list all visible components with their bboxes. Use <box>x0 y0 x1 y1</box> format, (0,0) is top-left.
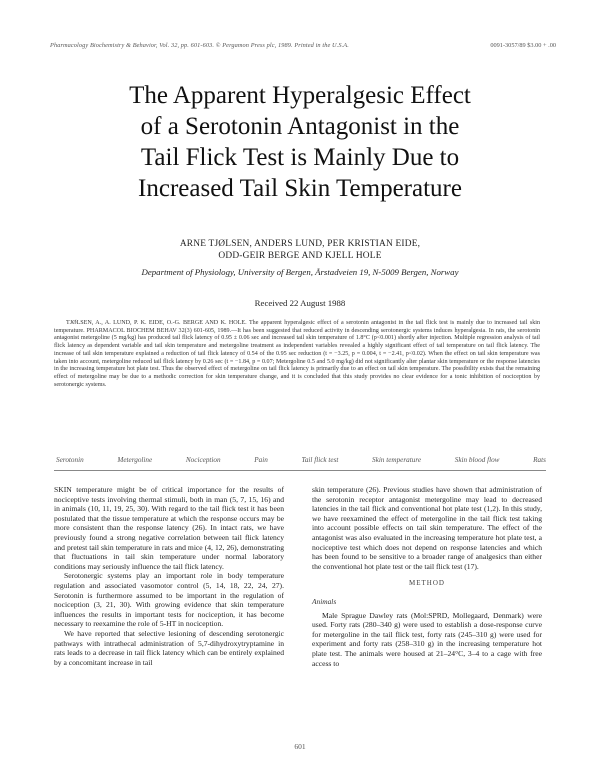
keyword: Serotonin <box>56 456 84 464</box>
keyword: Tail flick test <box>301 456 339 464</box>
keyword: Nociception <box>185 456 221 464</box>
title-line-3: Tail Flick Test is Mainly Due to <box>140 144 460 171</box>
keyword: Skin blood flow <box>454 456 500 464</box>
abstract: TJØLSEN, A., A. LUND, P. K. EIDE, O.-G. BERGE AND K. HOLE. The apparent hyperalgesic effect of a serotonin antagonist in the tail flick test is mainly due to increased tail skin temperature. PHARMACOL BIOCHEM BEHAV 32(3) 601-605, 1989.—It has been suggested that reduced activity in descending serotonergic systems induces hyperalgesia. In rats, the serotonin antagonist metergoline (5 mg/kg) has produced tail flick latency of 0.95 ± 0.06 sec and increased tail skin temperature of 1.8°C (p<0.001) shortly after injection. Multiple regression analysis of tail flick latency as dependent variable and tail skin temperature and metergoline treatment as independent variables revealed a highly significant effect of tail temperature on tail flick latency. The increase of tail skin temperature explained a reduction of tail flick latency of 0.54 of the 0.95 sec reduction (t = −3.25, p = 0.004, t = −2.41, p<0.02). When the effect on tail skin temperature was taken into account, metergoline reduced tail flick latency by 0.26 sec (t = −1.84, p = 0.07; Metergoline 0.5 and 5.0 mg/kg) did not significantly alter plantar skin temperature or the response latencies in the increasing temperature hot plate test. Thus the observed effect of metergoline on tail flick latency is primarily due to an effect on tail skin temperature. The possibility exists that the remaining effect of metergoline may be due to a methodic correction for skin temperature change, and it is concluded that this study provides no clear evidence for a tonic inhibition of nociception by serotonergic systems. <box>54 320 540 388</box>
body-column-right <box>312 485 542 668</box>
keyword: Rats <box>533 456 546 464</box>
body-paragraph: skin temperature (26). Previous studies have shown that administration of the serotonin receptor antagonist metergoline may lead to decreased latencies in the tail flick and conventional hot plate test (1,2). In this study, we have reexamined the effect of metergoline in the tail flick test taking into account possible effects on tail skin temperature. The effect of the antagonist was also evaluated in the increasing temperature hot plate test, a nociceptive test which does not depend on response latencies and which has been found to be sensitive to a broader range of analgesics than either the conventional hot plate test or the tail flick test (17). <box>312 485 542 571</box>
method-heading: METHOD <box>409 579 445 588</box>
page-number: 601 <box>294 742 306 751</box>
body-column-left <box>54 485 284 667</box>
keyword: Metergoline <box>117 456 153 464</box>
received-date: Received 22 August 1988 <box>254 298 346 308</box>
title-line-2: of a Serotonin Antagonist in the <box>140 113 460 140</box>
author-line-1: ARNE TJØLSEN, ANDERS LUND, PER KRISTIAN EIDE, <box>179 239 421 249</box>
article-title <box>60 80 540 204</box>
keyword: Pain <box>254 456 268 464</box>
affiliation: Department of Physiology, University of Bergen, Årstadveien 19, N-5009 Bergen, Norway <box>141 267 459 277</box>
journal-header: Pharmacology Biochemistry & Behavior, Vol. 32, pp. 601-603. © Pergamon Press plc, 1989. Printed in the U.S.A. <box>50 42 349 49</box>
title-line-4: Increased Tail Skin Temperature <box>138 175 462 202</box>
author-line-2: ODD-GEIR BERGE AND KJELL HOLE <box>218 251 382 261</box>
section-divider <box>54 470 546 471</box>
body-paragraph: Male Sprague Dawley rats (Mol:SPRD, Mollegaard, Denmark) were used. Forty rats (280–340 g) were used to establish a dose-response curve for metergoline in the tail flick test, forty rats (245–310 g) were used for experiment and forty rats (258–310 g) in the increasing temperature hot plate test. The animals were housed at 21–24°C, 3–4 to a cage with free access to <box>312 610 542 668</box>
body-paragraph: SKIN temperature might be of critical importance for the results of nociceptive tests involving thermal stimuli, both in man (5, 7, 15, 16) and in animals (10, 11, 19, 25, 30). With regard to the tail flick test it has been postulated that the tissue temperature at which the response occurs may be more consistent than the response latency (26). In intact rats, we have previously found a strong negative correlation between tail flick latency and pretest tail skin temperature in rats and mice (4, 12, 26), demonstrating that fluctuations in tail skin temperature under normal laboratory conditions may seriously influence the tail flick latency. <box>54 485 284 571</box>
keyword: Skin temperature <box>372 456 422 464</box>
title-line-1: The Apparent Hyperalgesic Effect <box>129 82 471 109</box>
body-paragraph: Serotonergic systems play an important role in body temperature regulation and associated vasomotor control (5, 14, 18, 22, 24, 27). Serotonin is furthermore assumed to be important in the regulation of nociception (3, 21, 30). With growing evidence that skin temperature influences the results in important tests for nociception, it has become necessary to reexamine the role of 5-HT in nociception. <box>54 571 284 629</box>
body-paragraph: We have reported that selective lesioning of descending serotonergic pathways with intrathecal administration of 5,7-dihydroxytryptamine in rats leads to a decrease in tail flick latency which can be entirely explained by a concomitant increase in tail <box>54 628 284 667</box>
animals-subheading: Animals <box>312 596 337 606</box>
issn-header: 0091-3057/89 $3.00 + .00 <box>490 42 556 49</box>
author-list <box>60 238 540 262</box>
keyword-list <box>56 456 546 464</box>
